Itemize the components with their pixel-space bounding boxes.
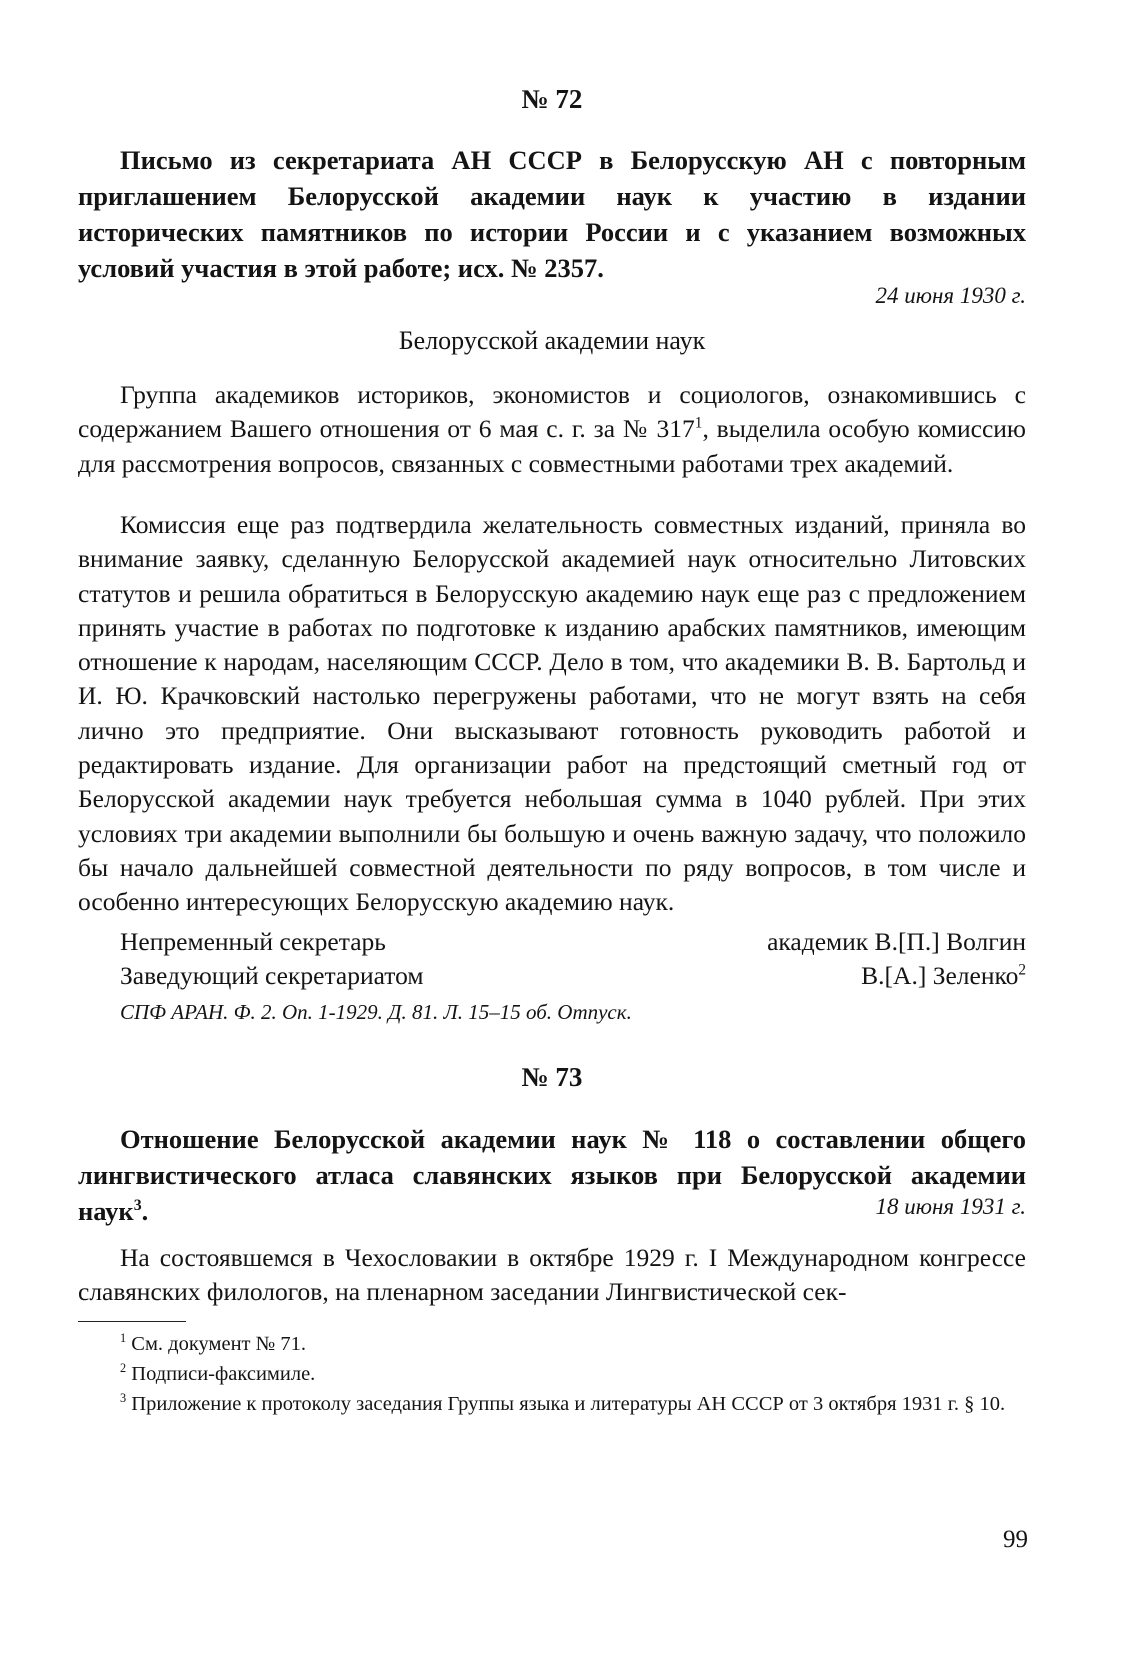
footnote-1-number: 1 bbox=[120, 1331, 127, 1346]
paragraph-3: На состоявшемся в Чехословакии в октябре 1929 г. I Международном конгрессе славянских филологов, на пленарном заседании Лингвистической сек- bbox=[78, 1243, 1026, 1307]
footnote-1-text: См. документ № 71. bbox=[131, 1333, 306, 1355]
footnote-ref-2: 2 bbox=[1018, 961, 1026, 979]
signature-row-2 bbox=[120, 961, 1026, 991]
document-title-73-text: Отношение Белорусской академии наук № 118 о составлении общего лингвистического атласа славянских языков при Белорусской академии наук bbox=[78, 1124, 1026, 1226]
document-number-73: № 73 bbox=[521, 1062, 583, 1092]
footnote-divider bbox=[78, 1321, 186, 1322]
signature-row-1 bbox=[120, 927, 1026, 957]
footnote-2 bbox=[78, 1359, 1026, 1389]
signature-name-2-text: В.[А.] Зеленко bbox=[861, 961, 1019, 990]
paragraph-1-part-b: , выделила особую комиссию для рассмотрения вопросов, связанных с совместными работами трех академий. bbox=[78, 414, 1026, 478]
archival-source: СПФ АРАН. Ф. 2. Оп. 1-1929. Д. 81. Л. 15–15 об. Отпуск. bbox=[120, 1000, 632, 1024]
addressee: Белорусской академии наук bbox=[398, 326, 706, 355]
document-date-73: 18 июня 1931 г. bbox=[875, 1194, 1026, 1219]
footnote-1 bbox=[78, 1329, 1026, 1359]
signature-name-1: академик В.[П.] Волгин bbox=[767, 927, 1026, 956]
footnote-2-number: 2 bbox=[120, 1361, 127, 1376]
footnote-ref-3: 3 bbox=[133, 1197, 142, 1215]
document-title-73-end: . bbox=[141, 1196, 149, 1226]
paragraph-1-part-a: Группа академиков историков, экономистов и социологов, ознакомившись с содержанием Вашего отношения от 6 мая с. г. за № 317 bbox=[78, 380, 1026, 444]
paragraph-1 bbox=[78, 378, 1026, 481]
document-date-72: 24 июня 1930 г. bbox=[875, 283, 1026, 308]
paragraph-2: Комиссия еще раз подтвердила желательность совместных изданий, приняла во внимание заявку, сделанную Белорусской академией наук относительно Литовских статутов и решила обратиться в Белорусскую академию наук еще раз с предложением принять участие в работах по подготовке к изданию арабских памятников, имеющим отношение к народам, населяющим СССР. Дело в том, что академики В. В. Бартольд и И. Ю. Крачковский настолько перегружены работами, что не могут взять на себя лично это предприятие. Они высказывают готовность руководить работой и редактировать издание. Для организации работ на предстоящий сметный год от Белорусской академии наук требуется небольшая сумма в 1040 рублей. При этих условиях три академии выполнили бы большую и очень важную задачу, что положило бы начало дальнейшей совместной деятельности по ряду вопросов, в том числе и особенно интересующих Белорусскую академию наук. bbox=[78, 510, 1026, 917]
document-number-72: № 72 bbox=[521, 84, 583, 114]
footnote-3-number: 3 bbox=[120, 1391, 127, 1406]
footnote-2-text: Подписи-факсимиле. bbox=[131, 1363, 316, 1385]
document-title-72: Письмо из секретариата АН СССР в Белорусскую АН с повторным приглашением Белорусской академии наук к участию в издании исторических памятников по истории России и с указанием возможных условий участия в этой работе; исх. № 2357. bbox=[78, 145, 1026, 283]
signature-role-2: Заведующий секретариатом bbox=[120, 961, 424, 990]
signature-name-2 bbox=[861, 961, 1026, 991]
signature-role-1: Непременный секретарь bbox=[120, 927, 386, 956]
footnote-3 bbox=[78, 1389, 1026, 1419]
footnote-3-text: Приложение к протоколу заседания Группы языка и литературы АН СССР от 3 октября 1931 г. § 10. bbox=[131, 1393, 1006, 1415]
page-number: 99 bbox=[1003, 1526, 1028, 1553]
footnote-ref-1: 1 bbox=[694, 414, 703, 432]
